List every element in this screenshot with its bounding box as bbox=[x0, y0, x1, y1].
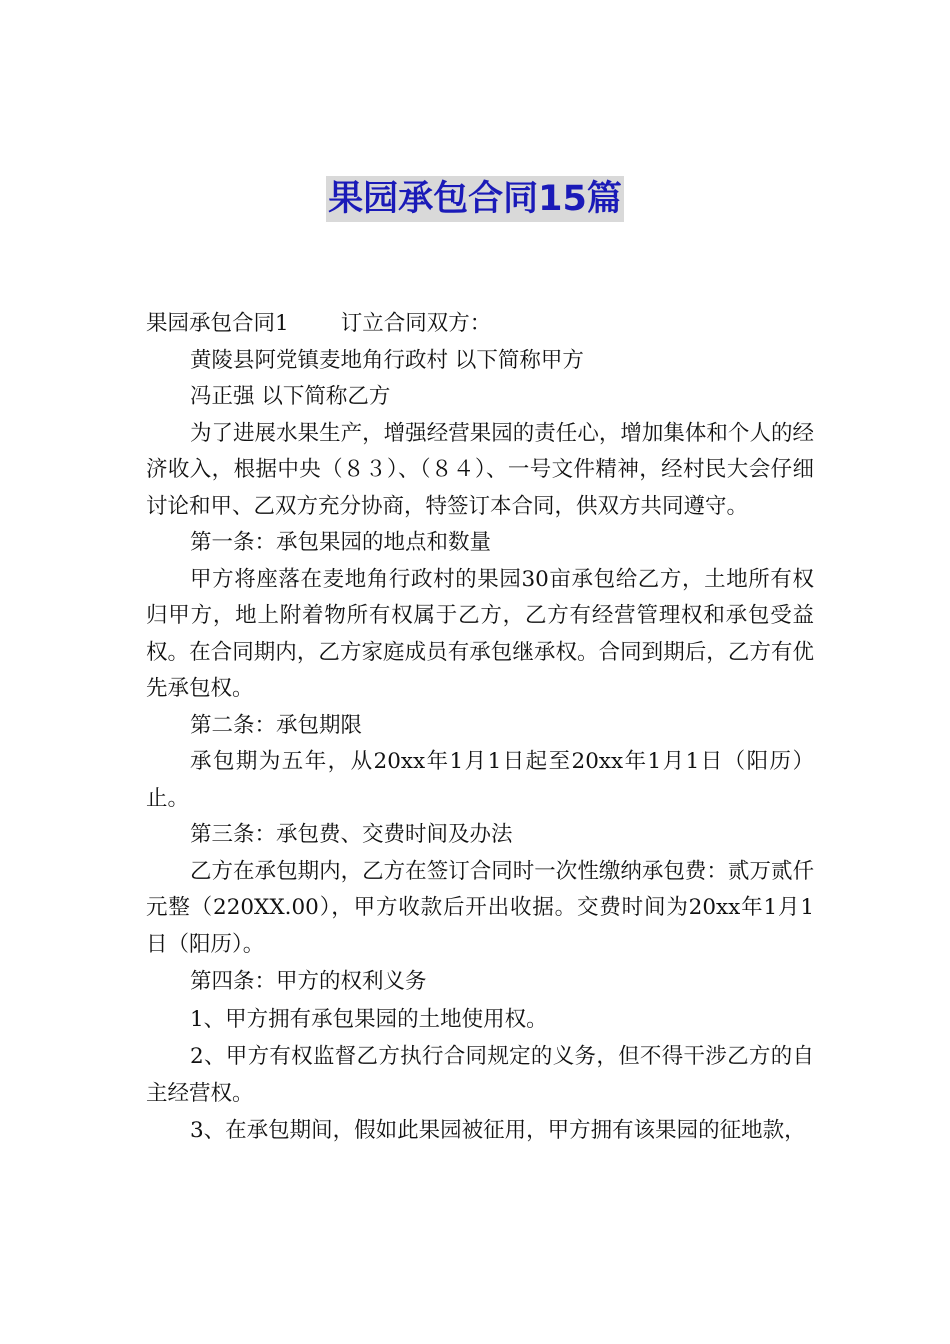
paragraph: 乙方在承包期内，乙方在签订合同时一次性缴纳承包费：贰万贰仟元整（220XX.00），甲方收款后开出收据。交费时间为20xx年1月1日（阳历）。 bbox=[146, 858, 814, 957]
paragraph: 冯正强 以下简称乙方 bbox=[190, 384, 391, 409]
article-heading: 第三条：承包费、交费时间及办法 bbox=[190, 822, 513, 847]
article-heading: 第一条：承包果园的地点和数量 bbox=[190, 530, 492, 555]
paragraph: 为了进展水果生产，增强经营果园的责任心，增加集体和个人的经济收入，根据中央（８３）、（８４）、一号文件精神，经村民大会仔细讨论和甲、乙双方充分协商，特签订本合同，供双方共同遵守。 bbox=[146, 420, 814, 519]
contract-parties-label: 订立合同双方： bbox=[340, 311, 492, 336]
list-item: 3、在承包期间，假如此果园被征用，甲方拥有该果园的征地款， bbox=[190, 1118, 806, 1143]
document-title: 果园承包合同15篇 bbox=[326, 176, 624, 222]
article-heading: 第四条：甲方的权利义务 bbox=[190, 969, 427, 994]
document-body bbox=[146, 306, 814, 1150]
title-container bbox=[0, 176, 950, 222]
paragraph: 甲方将座落在麦地角行政村的果园30亩承包给乙方，土地所有权归甲方，地上附着物所有权属于乙方，乙方有经营管理权和承包受益权。在合同期内，乙方家庭成员有承包继承权。合同到期后，乙方有优先承包权。 bbox=[146, 566, 814, 701]
paragraph: 黄陵县阿党镇麦地角行政村 以下简称甲方 bbox=[190, 347, 584, 373]
paragraph: 承包期为五年，从20xx年1月1日起至20xx年1月1日（阳历）止。 bbox=[146, 749, 814, 811]
paragraph-heading bbox=[146, 306, 814, 343]
article-heading: 第二条：承包期限 bbox=[190, 712, 363, 738]
list-item: 2、甲方有权监督乙方执行合同规定的义务，但不得干涉乙方的自主经营权。 bbox=[146, 1044, 814, 1106]
list-item: 1、甲方拥有承包果园的土地使用权。 bbox=[190, 1006, 548, 1032]
contract-number-label: 果园承包合同1 bbox=[146, 311, 289, 336]
